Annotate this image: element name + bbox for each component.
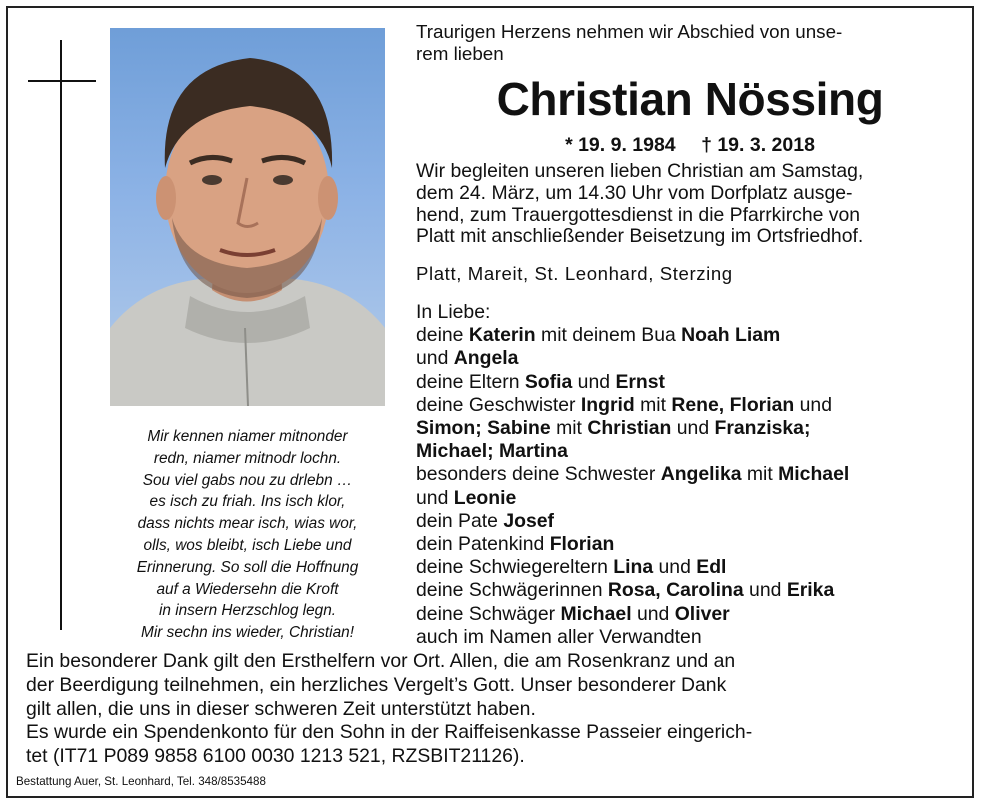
mourner-name: Katerin [468, 324, 536, 347]
mourner-line [416, 626, 964, 649]
mourner-text: deine Schwägerinnen [416, 579, 608, 602]
thanks-line: Es wurde ein Spendenkonto für den Sohn in der Raiffeisenkasse Passeier eingerich- [26, 721, 753, 744]
mourner-name: Edl [696, 556, 727, 579]
intro-text [416, 21, 964, 65]
thanks-line: Ein besonderer Dank gilt den Ersthelfern vor Ort. Allen, die am Rosenkranz und an [26, 650, 736, 672]
mourner-name: Florian [549, 533, 615, 556]
poem-line: es isch zu friah. Ins isch klor, [149, 493, 346, 511]
portrait-photo [110, 28, 385, 406]
mourner-name: Ernst [615, 370, 666, 393]
mourner-name: Oliver [674, 602, 730, 625]
mourner-line [416, 347, 964, 370]
mourner-name: Erika [786, 579, 835, 602]
funeral-home-footer: Bestattung Auer, St. Leonhard, Tel. 348/8535488 [16, 775, 266, 788]
mourner-line [416, 301, 964, 324]
mourner-name: Rene, Florian [671, 393, 795, 416]
mourner-text: und [653, 556, 697, 579]
mourner-line [416, 371, 964, 394]
mourner-name: Leonie [453, 486, 517, 509]
poem-line: dass nichts mear isch, wias wor, [137, 515, 358, 533]
mourner-name: Simon; Sabine [416, 417, 551, 440]
mourner-line [416, 417, 964, 440]
mourner-text: und [794, 393, 832, 416]
poem [110, 426, 385, 644]
intro-line: rem lieben [416, 43, 504, 64]
mourner-line [416, 324, 964, 347]
mourner-name: Sofia [524, 370, 573, 393]
poem-line: Sou viel gabs nou zu drlebn … [142, 471, 353, 489]
thanks-line: der Beerdigung teilnehmen, ein herzliches Vergelt’s Gott. Unser besonderer Dank [26, 673, 727, 696]
thanks-text [26, 650, 966, 769]
mourner-name: Angela [453, 347, 519, 370]
mourner-text: mit [550, 417, 588, 440]
mourner-text: und [671, 417, 715, 440]
mourner-text: dein Pate [416, 509, 504, 532]
mourner-text: und [572, 370, 616, 393]
mourner-line [416, 487, 964, 510]
funeral-line: dem 24. März, um 14.30 Uhr vom Dorfplatz ausge- [416, 181, 853, 204]
mourner-text: deine Schwäger [416, 602, 561, 625]
funeral-details [416, 161, 964, 248]
mourner-name: Rosa, Carolina [607, 579, 744, 602]
poem-line: Erinnerung. So soll die Hoffnung [136, 558, 359, 576]
mourner-name: Josef [503, 509, 554, 532]
poem-line: Mir sechn ins wieder, Christian! [141, 624, 354, 642]
mourner-text: In Liebe: [416, 301, 491, 323]
mourner-line [416, 510, 964, 533]
mourner-name: Lina [613, 556, 654, 579]
mourner-text: und [743, 579, 787, 602]
mourner-line [416, 556, 964, 579]
thanks-line: gilt allen, die uns in dieser schweren Zeit unterstützt haben. [26, 697, 536, 720]
birth-date: * 19. 9. 1984 [565, 134, 676, 156]
mourner-text: deine Schwiegereltern [416, 556, 614, 579]
mourner-text: mit [634, 393, 672, 416]
mourner-text: auch im Namen aller Verwandten [416, 625, 702, 648]
poem-line: in insern Herzschlog legn. [158, 602, 337, 620]
mourner-name: Ingrid [580, 393, 635, 416]
funeral-line: hend, zum Trauergottesdienst in die Pfarrkirche von [416, 203, 861, 226]
mourner-line [416, 579, 964, 602]
mourner-line [416, 394, 964, 417]
mourner-text: deine Eltern [416, 370, 525, 393]
poem-line: redn, niamer mitnodr lochn. [153, 449, 342, 467]
poem-line: auf a Wiedersehn die Kroft [156, 580, 339, 598]
mourner-line [416, 463, 964, 486]
poem-line: olls, wos bleibt, isch Liebe und [143, 536, 352, 554]
mourner-name: Franziska; [714, 417, 811, 440]
mourner-text: und [416, 347, 454, 370]
mourner-text: besonders deine Schwester [416, 463, 661, 486]
places-line: Platt, Mareit, St. Leonhard, Sterzing [416, 263, 733, 284]
mourner-text: deine [416, 324, 469, 347]
funeral-line: Platt mit anschließender Beisetzung im Ortsfriedhof. [416, 225, 864, 248]
mourner-text: deine Geschwister [416, 393, 581, 416]
mourner-text: mit deinem Bua [535, 324, 682, 347]
intro-line: Traurigen Herzens nehmen wir Abschied von unse- [416, 21, 843, 42]
mourner-text: und [631, 602, 675, 625]
poem-line: Mir kennen niamer mitnonder [147, 428, 348, 445]
mourner-name: Christian [587, 417, 672, 440]
mourner-name: Noah Liam [681, 324, 781, 347]
mourner-text: mit [741, 463, 779, 486]
mourner-name: Michael [778, 463, 850, 486]
deceased-name: Christian Nössing [496, 73, 884, 125]
mourner-text: dein Patenkind [416, 533, 550, 556]
mourner-name: Michael [560, 602, 632, 625]
mourner-line [416, 603, 964, 626]
funeral-line: Wir begleiten unseren lieben Christian am Samstag, [416, 160, 864, 182]
thanks-line: tet (IT71 P089 9858 6100 0030 1213 521, RZSBIT21126). [26, 745, 525, 768]
mourner-name: Michael; Martina [416, 440, 568, 463]
mourner-name: Angelika [660, 463, 742, 486]
mourner-line [416, 440, 964, 463]
mourner-line [416, 533, 964, 556]
death-date: † 19. 3. 2018 [701, 134, 815, 156]
mourners-list [416, 301, 964, 649]
mourner-text: und [416, 486, 454, 509]
life-dates [416, 133, 964, 157]
